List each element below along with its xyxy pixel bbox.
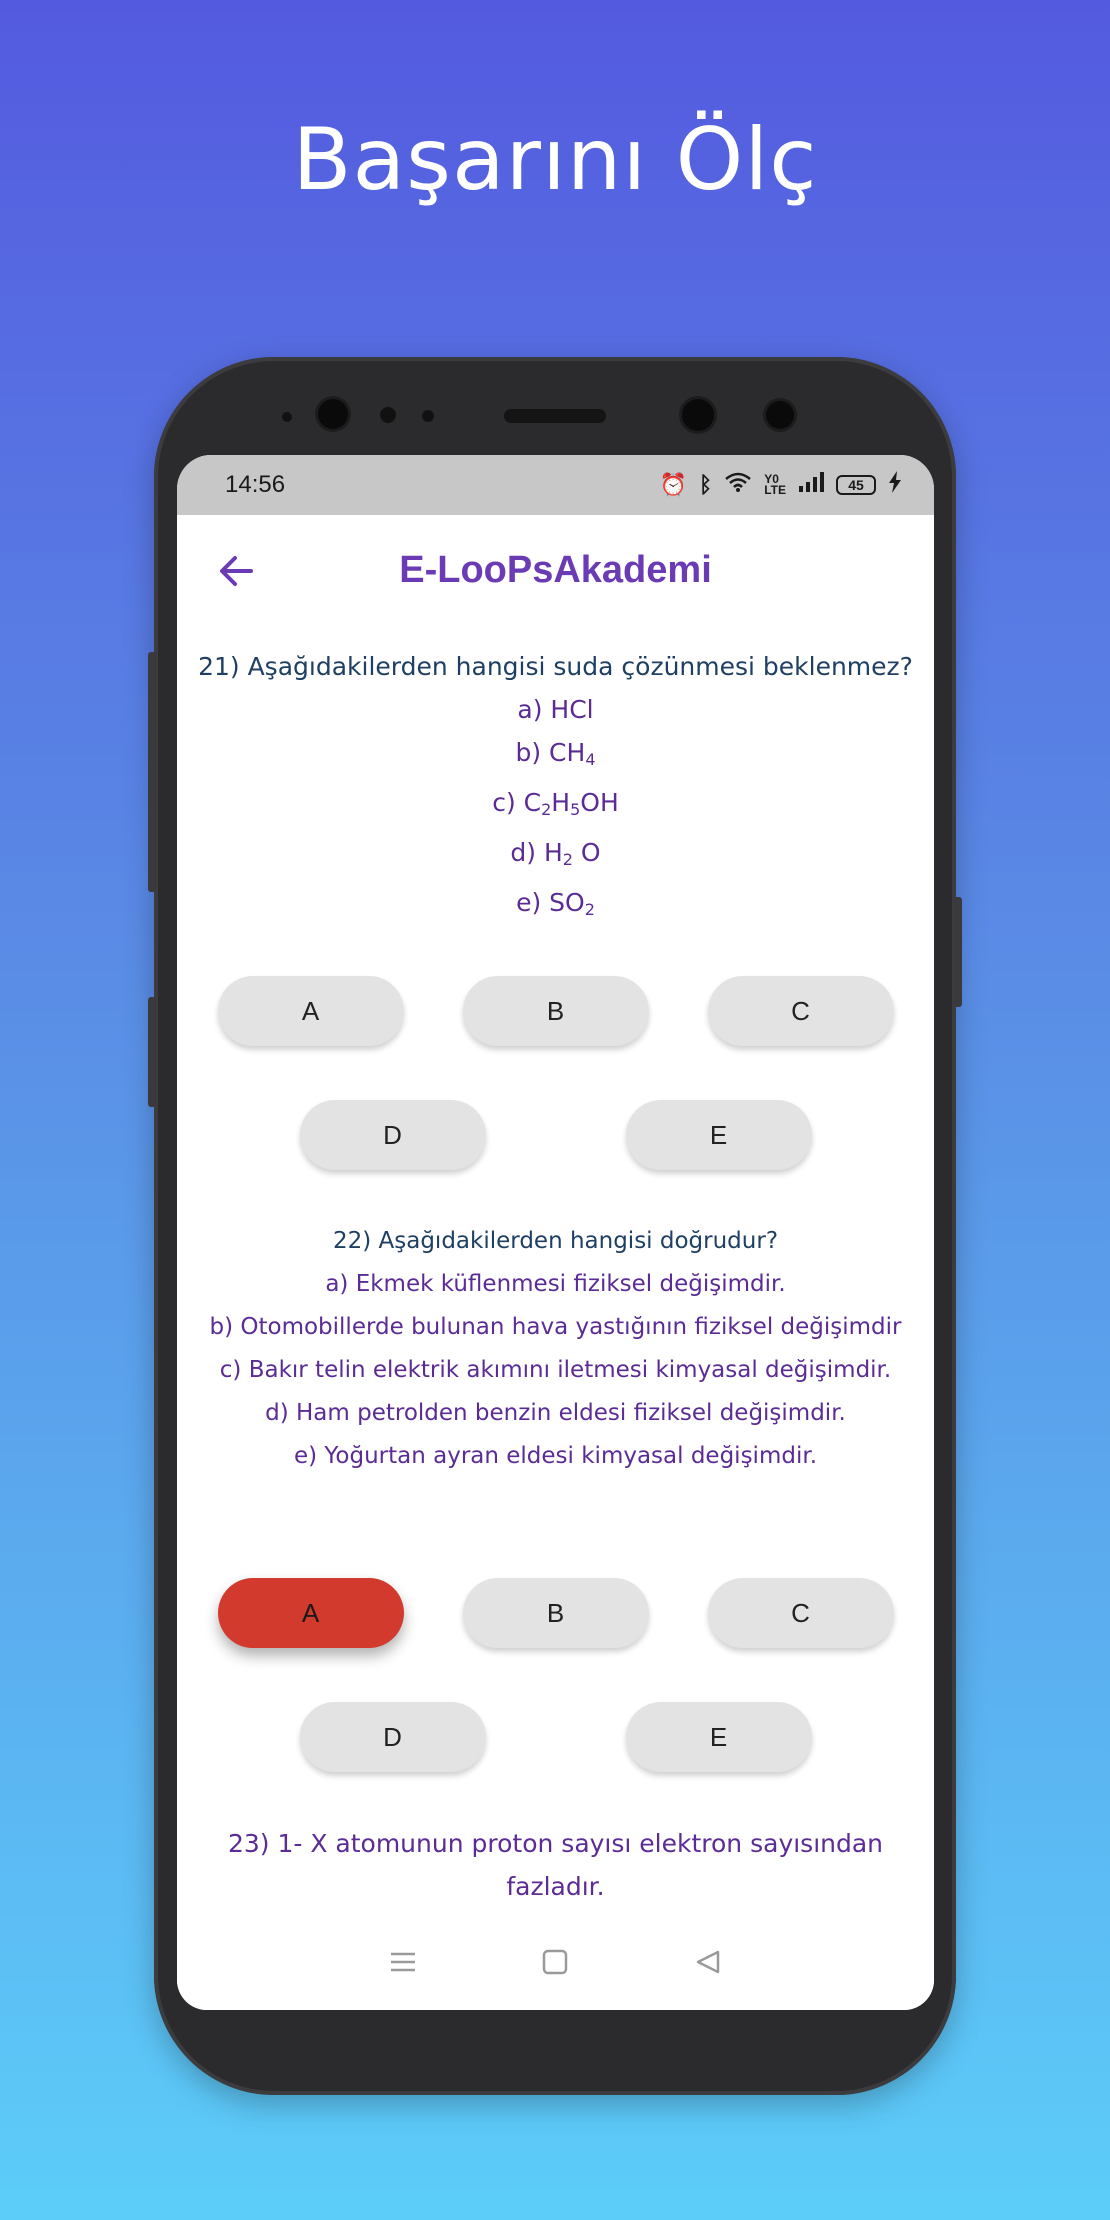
answer-button-e[interactable]: E <box>626 1702 812 1772</box>
battery-icon: 45 <box>836 475 876 495</box>
option-b: b) Otomobillerde bulunan hava yastığının fiziksel değişimdir <box>209 1314 902 1340</box>
question-title-line2: fazladır. <box>506 1872 605 1901</box>
answer-row-22-top <box>177 1578 934 1648</box>
question-23 <box>177 1822 934 1908</box>
answer-row-21-bottom <box>177 1100 934 1170</box>
menu-icon[interactable] <box>389 1950 417 1979</box>
bluetooth-icon: ᛒ <box>699 472 713 497</box>
answer-button-b[interactable]: B <box>463 1578 649 1648</box>
status-bar <box>177 455 934 515</box>
answer-button-e[interactable]: E <box>626 1100 812 1170</box>
sensor-dot <box>380 407 396 423</box>
status-icons <box>660 471 902 499</box>
option-b: b) $CH_4$ <box>515 738 596 769</box>
answer-button-c[interactable]: C <box>708 1578 894 1648</box>
answer-button-a[interactable]: A <box>218 1578 404 1648</box>
back-triangle-icon[interactable] <box>694 1948 722 1981</box>
answer-button-c[interactable]: C <box>708 976 894 1046</box>
question-title: 22) Aşağıdakilerden hangisi doğrudur? <box>332 1228 779 1254</box>
front-camera-icon <box>766 401 794 429</box>
question-title-line1: 23) 1- X atomunun proton sayısı elektron sayısından <box>227 1829 884 1858</box>
sensor-dot <box>422 410 434 422</box>
question-22 <box>177 1220 934 1478</box>
promo-headline: Başarını Ölç <box>292 110 818 210</box>
question-21 <box>177 645 934 931</box>
answer-button-d[interactable]: D <box>300 1100 486 1170</box>
app-bar <box>177 515 934 625</box>
signal-icon <box>798 472 824 498</box>
charging-icon <box>888 471 902 499</box>
answer-button-a[interactable]: A <box>218 976 404 1046</box>
answer-button-d[interactable]: D <box>300 1702 486 1772</box>
option-c: c) $C_2H_5OH$ <box>492 788 619 819</box>
phone-screen <box>177 455 934 2010</box>
power-button <box>954 897 962 1007</box>
option-d: d) $H_2$ O <box>510 838 601 869</box>
option-c: c) Bakır telin elektrik akımını iletmesi kimyasal değişimdir. <box>219 1357 892 1383</box>
option-e: e) $SO_2$ <box>516 888 595 919</box>
app-title: E-LooPsAkademi <box>399 549 712 591</box>
option-a: a) Ekmek küflenmesi fiziksel değişimdir. <box>325 1271 786 1297</box>
status-time: 14:56 <box>225 471 286 498</box>
system-nav-bar <box>177 1918 934 2010</box>
volte-icon: Y0 LTE <box>764 472 786 497</box>
side-button <box>148 997 156 1107</box>
volume-button <box>148 652 156 892</box>
option-a: a) HCl <box>517 695 594 724</box>
alarm-icon: ⏰ <box>659 472 688 497</box>
answer-row-21-top <box>177 976 934 1046</box>
answer-row-22-bottom <box>177 1702 934 1772</box>
option-e: e) Yoğurtan ayran eldesi kimyasal değişimdir. <box>293 1443 817 1469</box>
option-d: d) Ham petrolden benzin eldesi fiziksel değişimdir. <box>265 1400 846 1426</box>
wifi-icon <box>724 471 752 499</box>
question-title: 21) Aşağıdakilerden hangisi suda çözünmesi beklenmez? <box>198 652 913 681</box>
front-camera-icon <box>682 399 714 431</box>
sensor-dot <box>282 412 292 422</box>
front-camera-icon <box>318 399 348 429</box>
phone-frame <box>154 357 956 2095</box>
answer-button-b[interactable]: B <box>463 976 649 1046</box>
earpiece-speaker <box>504 409 606 423</box>
home-square-icon[interactable] <box>541 1948 569 1981</box>
